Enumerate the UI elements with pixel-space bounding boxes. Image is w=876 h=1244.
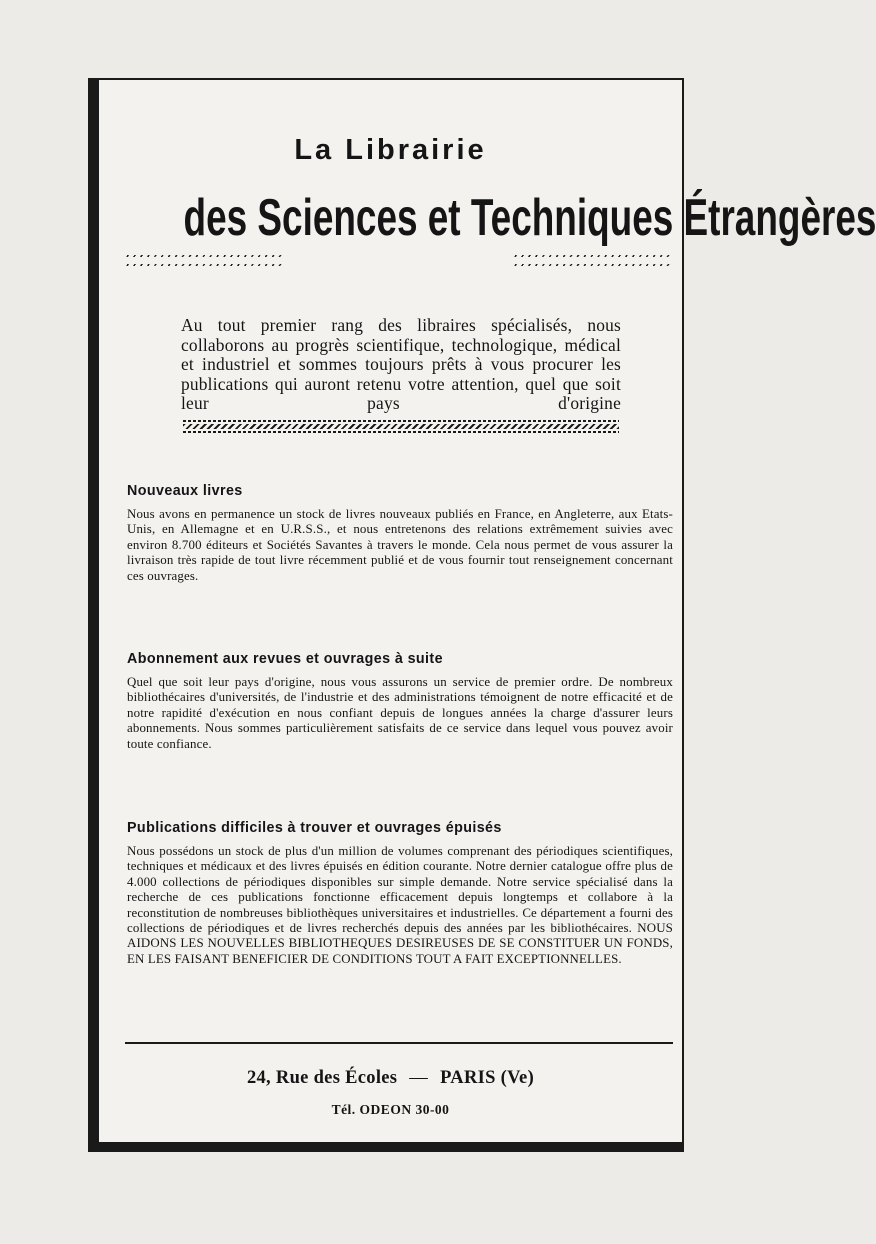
phone-number: Tél. ODEON 30-00: [331, 1102, 450, 1117]
title-line-1: La Librairie: [294, 134, 487, 166]
section-body: Quel que soit leur pays d'origine, nous vous assurons un service de premier ordre. De nombreux bibliothécaires d'universités, de l'industrie et des administrations témoignent de notre efficacité et de notre rapidité d'exécution en nous confiant depuis de longues années la charge d'assurer leurs abonnements. Nous sommes particulièrement satisfaits de ce service dans lequel vous pouvez avoir toute confiance.: [127, 675, 673, 751]
section-subscriptions: [127, 651, 673, 752]
address-dash: —: [409, 1068, 429, 1088]
street-address: 24, Rue des Écoles: [246, 1068, 398, 1088]
left-wave-ornament: [125, 252, 285, 268]
section-heading: Abonnement aux revues et ouvrages à suite: [127, 651, 443, 667]
city: PARIS (Ve): [440, 1068, 535, 1088]
intro-paragraph: Au tout premier rang des libraires spécialisés, nous collaborons au progrès scientifique, technologique, médical et industriel et sommes toujours prêts à vous procurer les publications qui auront retenu votre attention, quel que soit leur pays d'origine: [181, 315, 621, 413]
section-heading: Publications difficiles à trouver et ouvrages épuisés: [127, 820, 502, 836]
section-body: Nous avons en permanence un stock de livres nouveaux publiés en France, en Angleterre, aux Etats-Unis, en Allemagne et en U.R.S.S., et nous entretenons des relations extrêmement suivies avec environ 8.700 éditeurs et Sociétés Savantes à travers le monde. Cela nous permet de vous assurer la livraison très rapide de tout livre récemment publié et de vous fournir tout renseignement concernant ces ouvrages.: [127, 507, 673, 583]
advertisement-frame: [88, 78, 876, 1152]
footer-divider: [125, 1042, 673, 1044]
intro-ornament-divider: [183, 420, 619, 434]
section-heading: Nouveaux livres: [127, 483, 243, 499]
section-body: Nous possédons un stock de plus d'un million de volumes comprenant des périodiques scientifiques, techniques et médicaux et des livres épuisés en édition courante. Notre dernier catalogue offre plus de 4.000 collections de périodiques disponibles sur simple demande. Notre service spécialisé dans la recherche de ces publications fonctionne efficacement depuis longtemps et collabore à la reconstitution de nombreuses bibliothèques universitaires et industrielles. Ce département a fourni des collections de périodiques et de livres recherchés depuis des années par les bibliothécaires. NOUS AIDONS LES NOUVELLES BIBLIOTHEQUES DESIREUSES DE SE CONSTITUER UN FONDS, EN LES FAISANT BENEFICIER DE CONDITIONS TOUT A FAIT EXCEPTIONNELLES.: [127, 844, 673, 966]
footer-address-line: [99, 1068, 682, 1089]
section-rare-publications: [127, 820, 673, 967]
title-line-2: des Sciences et Techniques Étrangères: [183, 189, 876, 247]
right-wave-ornament: [513, 252, 673, 268]
section-new-books: [127, 483, 673, 584]
